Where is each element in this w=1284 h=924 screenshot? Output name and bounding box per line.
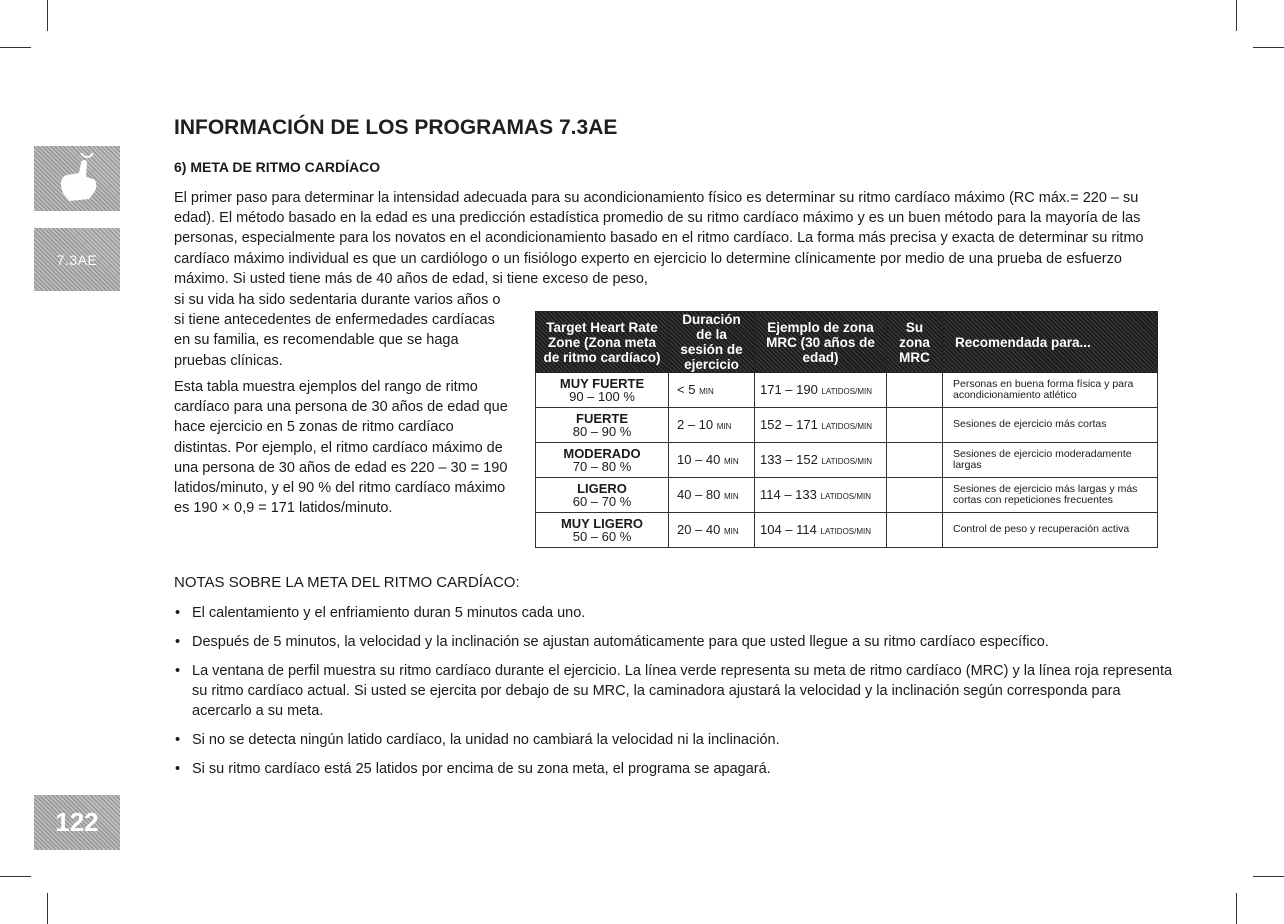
your-zone-cell[interactable] (887, 408, 943, 443)
zone-cell (536, 373, 669, 408)
clinical-test-paragraph: si su vida ha sido sedentaria durante varios años o si tiene antecedentes de enfermedades cardíacas en su familia, es recomendable que se haga pruebas clínicas. (174, 292, 501, 369)
duration-unit: MIN (724, 491, 739, 501)
recommended-cell: Control de peso y recuperación activa (943, 513, 1158, 548)
zone-cell (536, 513, 669, 548)
duration-cell (669, 408, 755, 443)
duration-cell (669, 373, 755, 408)
header-recommended: Recomendada para... (943, 312, 1158, 373)
example-cell (755, 373, 887, 408)
duration-unit: MIN (716, 421, 732, 431)
example-value: 152 – 171 (760, 416, 818, 432)
duration-cell (669, 443, 755, 478)
zone-name: MUY FUERTE (559, 376, 645, 391)
example-unit: LATIDOS/MIN (821, 386, 872, 396)
example-value: 171 – 190 (760, 381, 818, 397)
notes-list (174, 603, 1174, 788)
list-item: • El calentamiento y el enfriamiento duran 5 minutos cada uno. (174, 603, 1174, 623)
your-zone-cell[interactable] (887, 478, 943, 513)
crop-mark (0, 876, 31, 877)
zone-range: 50 – 60 % (572, 529, 632, 544)
list-item: • Si no se detecta ningún latido cardíaco, la unidad no cambiará la velocidad ni la inclinación. (174, 730, 1174, 750)
example-unit: LATIDOS/MIN (820, 526, 872, 536)
table-row (536, 513, 1158, 548)
list-item: • La ventana de perfil muestra su ritmo cardíaco durante el ejercicio. La línea verde representa su meta de ritmo cardíaco (MRC) y la línea roja representa su ritmo cardíaco actual. Si usted se ejercita por debajo de su MRC, la caminadora ajustará la velocidad y la inclinación según corresponda para acercarlo a su meta. (174, 661, 1174, 721)
heart-rate-zone-table (535, 311, 1158, 548)
duration-value: 10 – 40 (677, 451, 721, 467)
example-unit: LATIDOS/MIN (821, 456, 872, 466)
example-cell (755, 513, 887, 548)
crop-mark (1253, 47, 1284, 48)
intro-paragraph: El primer paso para determinar la intensidad adecuada para su acondicionamiento físico es determinar su ritmo cardíaco máximo (RC máx.= 220 – su edad). El método basado en la edad es una predicción estadística promedio de su ritmo cardíaco máximo y es un buen método para la mayoría de las personas, especialmente para los novatos en el acondicionamiento basado en el ritmo cardíaco. La forma más precisa y exacta de determinar su ritmo cardíaco máximo individual es que un cardiólogo o un fisiólogo experto en ejercicio lo determine clínicamente por medio de una prueba de esfuerzo máximo. Si usted tiene más de 40 años de edad, si tiene exceso de peso, (174, 190, 1144, 287)
table-explanation-paragraph: Esta tabla muestra ejemplos del rango de ritmo cardíaco para una persona de 30 años de edad que hace ejercicio en 5 zonas de ritmo cardíaco distintas. Por ejemplo, el ritmo cardíaco máximo de una persona de 30 años de edad es 220 – 30 = 190 latidos/minuto, y el 90 % del ritmo cardíaco máximo es 190 × 0,9 = 171 latidos/minuto. (174, 379, 508, 517)
recommended-cell: Personas en buena forma física y para acondicionamiento atlético (943, 373, 1158, 408)
zone-range: 80 – 90 % (572, 424, 632, 439)
example-unit: LATIDOS/MIN (820, 491, 872, 501)
table-row (536, 443, 1158, 478)
zone-cell (536, 443, 669, 478)
example-unit: LATIDOS/MIN (821, 421, 872, 431)
header-zone: Target Heart Rate Zone (Zona meta de ritmo cardíaco) (536, 312, 669, 373)
zone-range: 90 – 100 % (569, 389, 635, 404)
crop-mark (1253, 876, 1284, 877)
page-number: 122 (55, 807, 99, 837)
example-cell (755, 443, 887, 478)
page-number-tab (34, 795, 120, 850)
zone-range: 60 – 70 % (572, 494, 632, 509)
list-item: • Si su ritmo cardíaco está 25 latidos por encima de su zona meta, el programa se apagará. (174, 759, 1174, 779)
notes-title: NOTAS SOBRE LA META DEL RITMO CARDÍACO: (174, 574, 520, 591)
zone-range: 70 – 80 % (572, 459, 632, 474)
recommended-cell: Sesiones de ejercicio más largas y más cortas con repeticiones frecuentes (943, 478, 1158, 513)
zone-name: FUERTE (576, 411, 628, 426)
crop-mark (47, 0, 48, 31)
your-zone-cell[interactable] (887, 373, 943, 408)
crop-mark (47, 893, 48, 924)
program-tab-label: 7.3AE (56, 251, 98, 268)
header-example: Ejemplo de zona MRC (30 años de edad) (755, 312, 887, 373)
page-title: INFORMACIÓN DE LOS PROGRAMAS 7.3AE (174, 116, 618, 139)
recommended-cell: Sesiones de ejercicio más cortas (943, 408, 1158, 443)
example-value: 114 – 133 (760, 486, 817, 502)
zone-name: MUY LIGERO (560, 516, 644, 531)
hand-pointer-icon (49, 153, 105, 205)
crop-mark (1236, 893, 1237, 924)
zone-cell (536, 408, 669, 443)
duration-cell (669, 478, 755, 513)
duration-value: 20 – 40 (677, 521, 721, 537)
duration-unit: MIN (724, 526, 739, 536)
duration-value: 2 – 10 (677, 416, 714, 432)
example-cell (755, 478, 887, 513)
sidebar-icon-tab (34, 146, 120, 211)
header-duration: Duración de la sesión de ejercicio (669, 312, 755, 373)
table-row (536, 408, 1158, 443)
section-heading: 6) META DE RITMO CARDÍACO (174, 159, 381, 175)
zone-cell (536, 478, 669, 513)
list-item: • Después de 5 minutos, la velocidad y la inclinación se ajustan automáticamente para que usted llegue a su ritmo cardíaco específico. (174, 632, 1174, 652)
crop-mark (1236, 0, 1237, 31)
example-value: 133 – 152 (760, 451, 818, 467)
table-header-row (536, 312, 1158, 373)
recommended-cell: Sesiones de ejercicio moderadamente largas (943, 443, 1158, 478)
your-zone-cell[interactable] (887, 513, 943, 548)
example-value: 104 – 114 (760, 521, 817, 537)
program-tab (34, 228, 120, 291)
zone-name: MODERADO (563, 446, 641, 461)
your-zone-cell[interactable] (887, 443, 943, 478)
duration-value: < 5 (677, 381, 696, 397)
header-your-zone: Su zona MRC (887, 312, 943, 373)
duration-value: 40 – 80 (677, 486, 721, 502)
example-cell (755, 408, 887, 443)
duration-unit: MIN (699, 386, 714, 396)
table-row (536, 478, 1158, 513)
table-row (536, 373, 1158, 408)
duration-unit: MIN (724, 456, 739, 466)
crop-mark (0, 47, 31, 48)
zone-name: LIGERO (577, 481, 627, 496)
duration-cell (669, 513, 755, 548)
